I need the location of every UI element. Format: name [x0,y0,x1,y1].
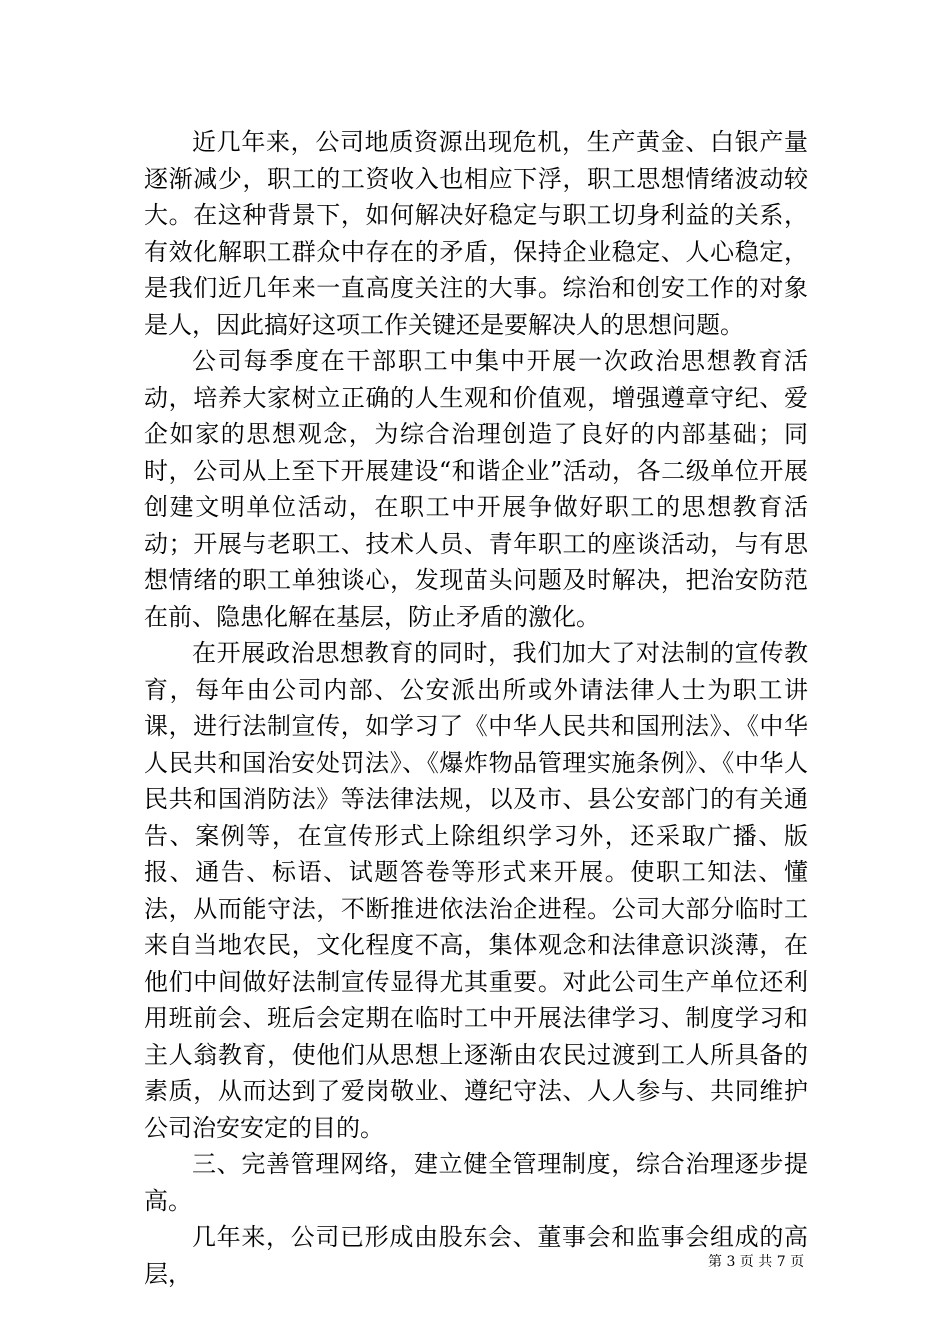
page-number: 第 3 页 共 7 页 [708,1254,805,1270]
paragraph-2: 公司每季度在干部职工中集中开展一次政治思想教育活动，培养大家树立正确的人生观和价值观，增强遵章守纪、爱企如家的思想观念，为综合治理创造了良好的内部基础；同时，公司从上至下开展建设“和谐企业”活动，各二级单位开展创建文明单位活动，在职工中开展争做好职工的思想教育活动；开展与老职工、技术人员、青年职工的座谈活动，与有思想情绪的职工单独谈心，发现苗头问题及时解决，把治安防范在前、隐患化解在基层，防止矛盾的激化。 [144,347,808,631]
paragraph-4: 几年来，公司已形成由股东会、董事会和监事会组成的高层， [144,1223,808,1288]
paragraph-3: 在开展政治思想教育的同时，我们加大了对法制的宣传教育，每年由公司内部、公安派出所或外请法律人士为职工讲课，进行法制宣传，如学习了《中华人民共和国刑法》、《中华人民共和国治安处罚法》、《爆炸物品管理实施条例》、《中华人民共和国消防法》等法律法规，以及市、县公安部门的有关通告、案例等，在宣传形式上除组织学习外，还采取广播、版报、通告、标语、试题答卷等形式来开展。使职工知法、懂法，从而能守法，不断推进依法治企进程。公司大部分临时工来自当地农民，文化程度不高，集体观念和法律意识淡薄，在他们中间做好法制宣传显得尤其重要。对此公司生产单位还利用班前会、班后会定期在临时工中开展法律学习、制度学习和主人翁教育，使他们从思想上逐渐由农民过渡到工人所具备的素质，从而达到了爱岗敬业、遵纪守法、人人参与、共同维护公司治安安定的目的。 [144,639,808,1142]
paragraph-1: 近几年来，公司地质资源出现危机，生产黄金、白银产量逐渐减少，职工的工资收入也相应下浮，职工思想情绪波动较大。在这种背景下，如何解决好稳定与职工切身利益的关系，有效化解职工群众中存在的矛盾，保持企业稳定、人心稳定，是我们近几年来一直高度关注的大事。综治和创安工作的对象是人，因此搞好这项工作关键还是要解决人的思想问题。 [144,128,808,339]
document-body [144,124,808,1292]
section-heading: 三、完善管理网络，建立健全管理制度，综合治理逐步提高。 [144,1150,808,1215]
